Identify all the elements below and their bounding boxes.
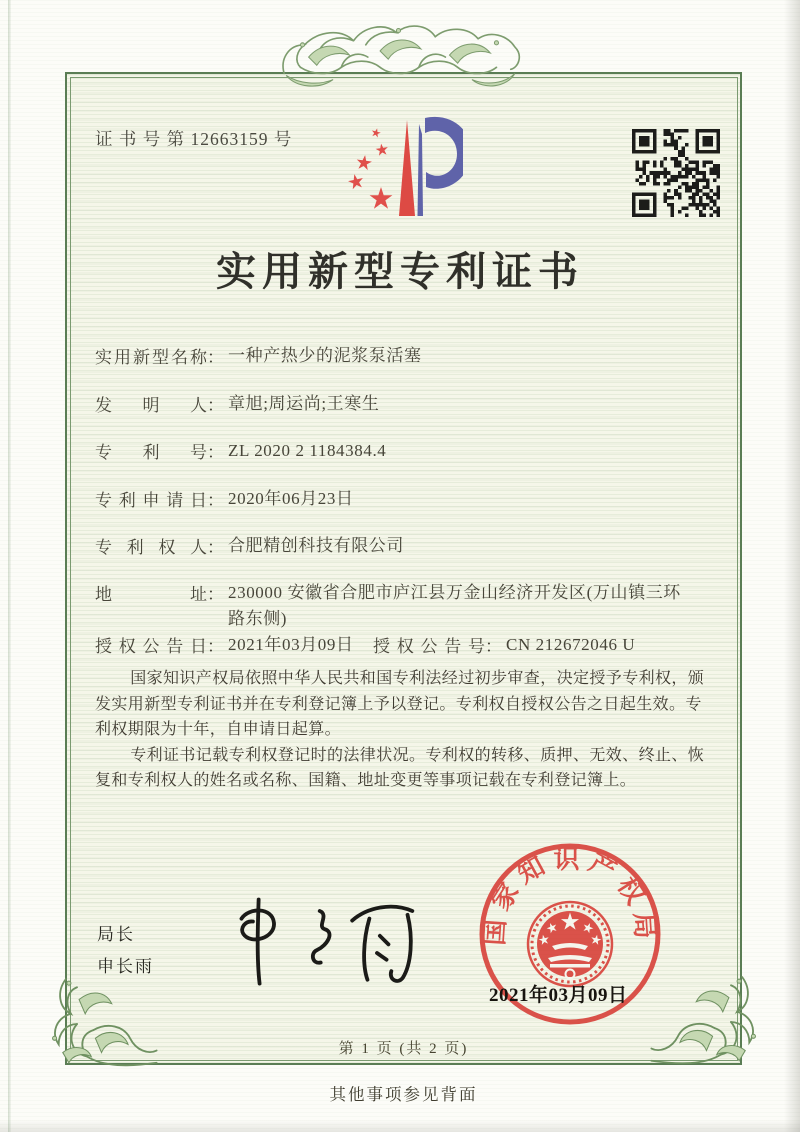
field-label: 发明人 — [95, 396, 207, 415]
certificate-title: 实用新型专利证书 — [216, 249, 584, 294]
field-value: 230000 安徽省合肥市庐江县万金山经济开发区(万山镇三环路东侧) — [228, 583, 681, 628]
field-label: 专利权人 — [95, 538, 207, 557]
field-value: CN 212672046 U — [506, 635, 636, 654]
field-colon: ： — [207, 396, 224, 415]
field-row-address — [95, 580, 735, 632]
page-spine-line — [8, 0, 11, 1132]
field-colon: ： — [485, 637, 502, 656]
field-row-grant — [95, 632, 735, 658]
paper-edge-shadow-right — [784, 0, 800, 1132]
field-value: 合肥精创科技有限公司 — [228, 536, 404, 555]
seal-text: 国家知识产权局 — [480, 844, 660, 947]
shen-changyu-signature-icon — [222, 890, 427, 995]
logo-blue-p-bowl — [425, 117, 463, 189]
certificate-number: 证 书 号 第 12663159 号 — [95, 129, 293, 149]
field-row-patentee — [95, 533, 735, 559]
field-row-name — [95, 343, 735, 369]
paper-edge-shadow-bottom — [0, 1120, 800, 1132]
signer-title: 局长 — [97, 925, 135, 944]
field-label: 授权公告日 — [95, 637, 207, 656]
field-label: 专利申请日 — [95, 491, 207, 510]
qr-code — [632, 129, 720, 217]
field-value: 章旭;周运尚;王寒生 — [228, 394, 380, 413]
back-side-note: 其他事项参见背面 — [329, 1085, 478, 1104]
field-label: 专利号 — [95, 443, 207, 462]
field-colon: ： — [207, 443, 224, 462]
legal-paragraph-2: 专利证书记载专利权登记时的法律状况。专利权的转移、质押、无效、终止、恢复和专利权人的姓名或名称、国籍、地址变更等事项记载在专利登记簿上。 — [95, 746, 705, 789]
cnipa-logo-icon — [333, 110, 463, 224]
logo-blue-sliver — [418, 124, 424, 216]
field-colon: ： — [207, 585, 224, 604]
logo-red-wedge — [399, 120, 415, 216]
legal-paragraph-1: 国家知识产权局依照中华人民共和国专利法经过初步审查，决定授予专利权，颁发实用新型专利证书并在专利登记簿上予以登记。专利权自授权公告之日起生效。专利权期限为十年，自申请日起算。 — [95, 670, 705, 738]
field-label: 地址 — [95, 585, 207, 604]
national-emblem — [528, 902, 612, 986]
field-colon: ： — [207, 538, 224, 557]
field-colon: ： — [207, 637, 224, 656]
field-pair-grant-number — [373, 632, 635, 658]
field-label: 实用新型名称 — [95, 348, 207, 367]
field-row-patent-number — [95, 438, 735, 464]
field-value: 2020年06月23日 — [228, 489, 354, 508]
legal-text-block — [95, 666, 713, 794]
signer-name: 申长雨 — [97, 957, 154, 976]
field-value: ZL 2020 2 1184384.4 — [228, 441, 387, 460]
field-label: 授权公告号 — [373, 637, 485, 656]
field-colon: ： — [207, 348, 224, 367]
field-value: 2021年03月09日 — [228, 635, 354, 654]
field-colon: ： — [207, 491, 224, 510]
field-row-filing-date — [95, 486, 735, 512]
page-number: 第 1 页 (共 2 页) — [338, 1041, 469, 1057]
seal-date: 2021年03月09日 — [489, 985, 628, 1006]
field-row-inventors — [95, 391, 735, 417]
field-value: 一种产热少的泥浆泵活塞 — [228, 346, 422, 365]
